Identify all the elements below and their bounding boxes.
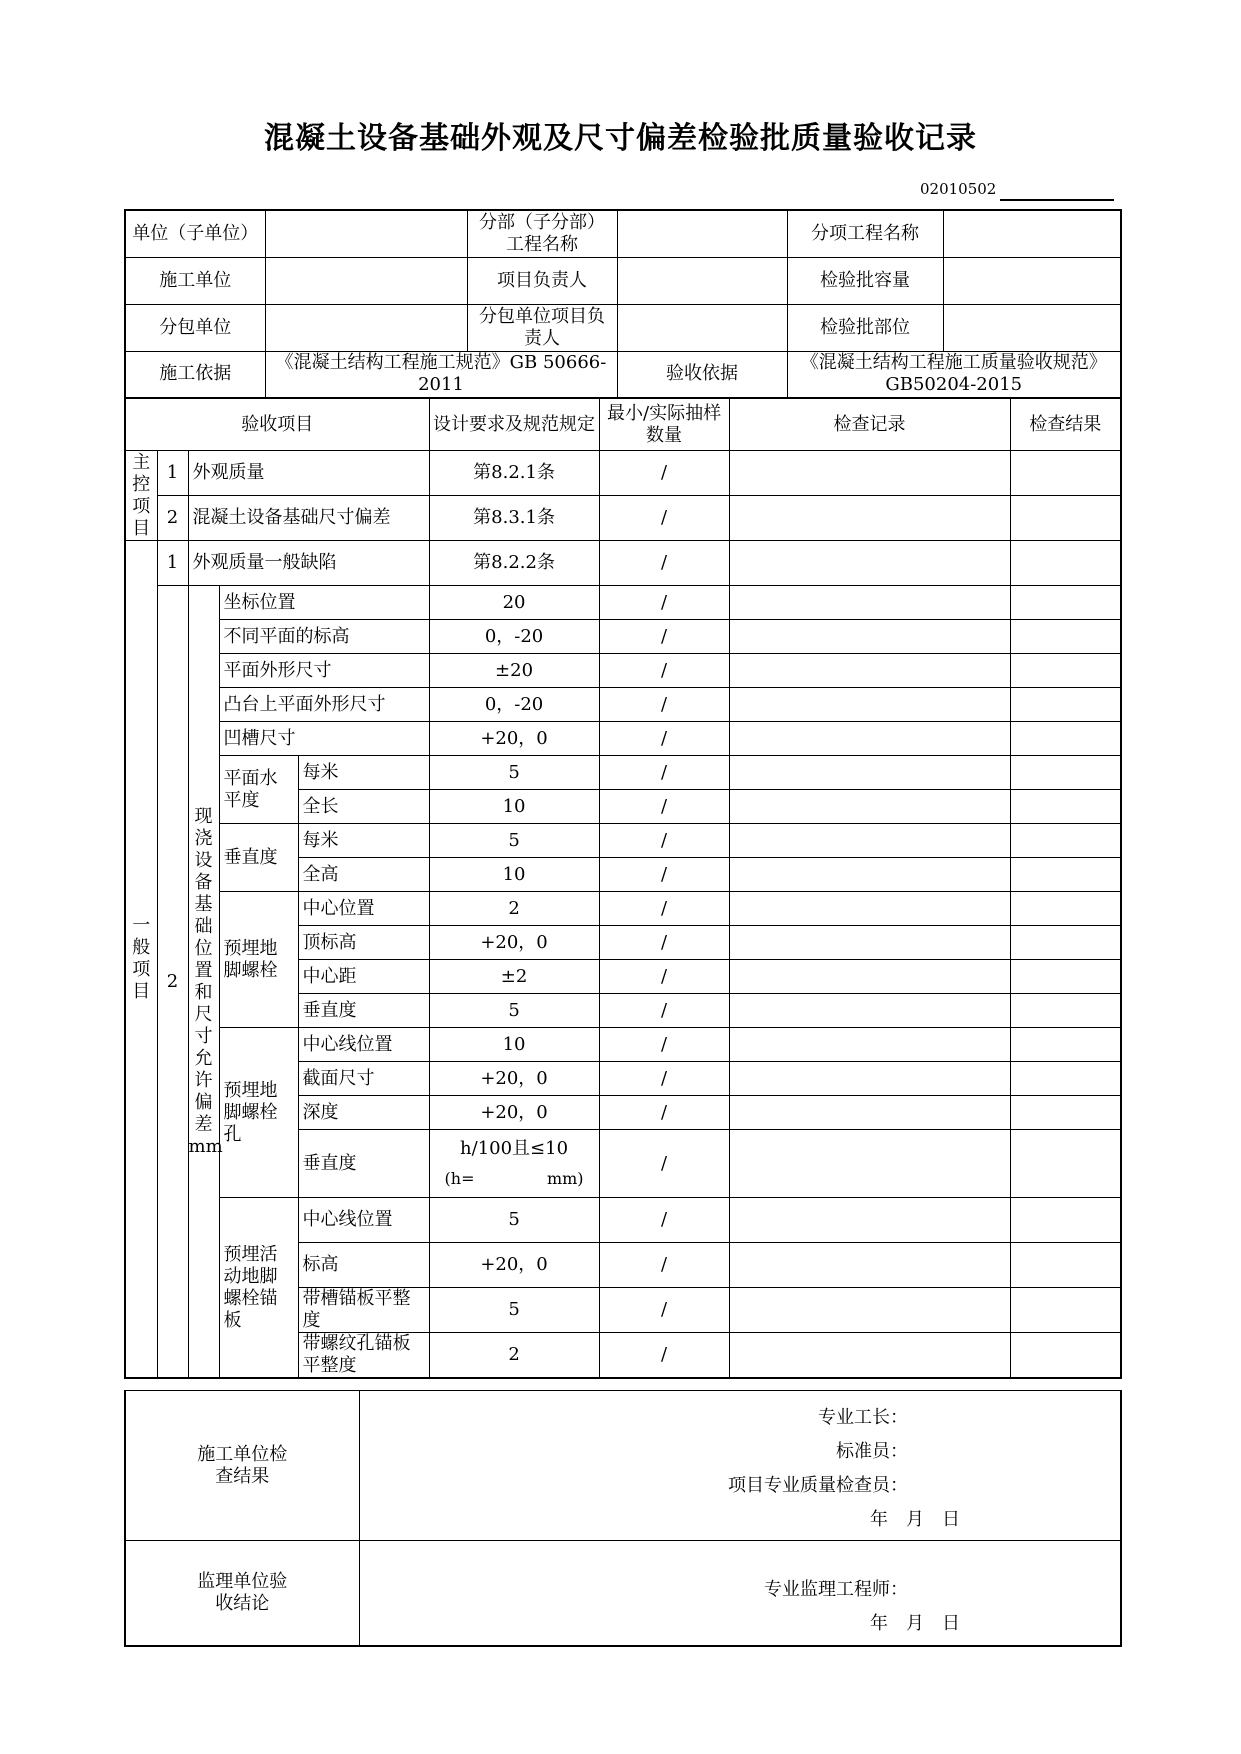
standard-label: 标准员： (836, 1441, 908, 1462)
division-label: 分部（子分部）工程名称 (467, 210, 617, 257)
row-record[interactable] (729, 1333, 1010, 1379)
constructor-value[interactable] (265, 257, 467, 304)
row-result[interactable] (1010, 1096, 1121, 1130)
row-record[interactable] (729, 994, 1010, 1028)
row-name: 顶标高 (298, 926, 429, 960)
row-result[interactable] (1010, 688, 1121, 722)
row-name: 垂直度 (298, 1130, 429, 1198)
date-label: 年 月 日 (870, 1613, 960, 1634)
row-spec: 0，-20 (429, 688, 599, 722)
row-result[interactable] (1010, 1130, 1121, 1198)
row-sample: / (599, 756, 729, 790)
row-name: 标高 (298, 1243, 429, 1288)
col-sample: 最小/实际抽样数量 (599, 399, 729, 451)
row-record[interactable] (729, 722, 1010, 756)
row-name: 中心位置 (298, 892, 429, 926)
row-sample: / (599, 586, 729, 620)
row-record[interactable] (729, 926, 1010, 960)
form-code: 02010502 (920, 180, 997, 198)
row-record[interactable] (729, 1243, 1010, 1288)
row-spec (429, 1130, 599, 1198)
row-result[interactable] (1010, 1288, 1121, 1333)
row-sample: / (599, 1198, 729, 1243)
row-sample: / (599, 654, 729, 688)
row-name: 凹槽尺寸 (219, 722, 429, 756)
general-label: 一般项目 (125, 541, 157, 1379)
row-sample: / (599, 926, 729, 960)
row-sample: / (599, 790, 729, 824)
row-spec: 10 (429, 790, 599, 824)
row-result[interactable] (1010, 994, 1121, 1028)
row-sample: / (599, 1243, 729, 1288)
row-name: 带螺纹孔锚板平整度 (298, 1333, 429, 1379)
row-result[interactable] (1010, 586, 1121, 620)
row-result[interactable] (1010, 960, 1121, 994)
row-spec: 5 (429, 1288, 599, 1333)
row-record[interactable] (729, 688, 1010, 722)
engineer-label: 专业监理工程师： (764, 1579, 908, 1600)
supervisor-area[interactable] (359, 1541, 1121, 1646)
row-sample: / (599, 1062, 729, 1096)
row-name: 截面尺寸 (298, 1062, 429, 1096)
row-name: 每米 (298, 824, 429, 858)
row-spec: 第8.2.1条 (429, 451, 599, 496)
row-name: 外观质量一般缺陷 (188, 541, 429, 586)
row-record[interactable] (729, 824, 1010, 858)
row-spec: 第8.2.2条 (429, 541, 599, 586)
col-record: 检查记录 (729, 399, 1010, 451)
row-sample: / (599, 1333, 729, 1379)
signature-table (124, 1390, 1122, 1647)
row-sample: / (599, 688, 729, 722)
row-record[interactable] (729, 858, 1010, 892)
row-result[interactable] (1010, 620, 1121, 654)
row-record[interactable] (729, 541, 1010, 586)
supervisor-label: 监理单位验收结论 (125, 1541, 359, 1646)
row-result[interactable] (1010, 926, 1121, 960)
inspector-label: 项目专业质量检查员： (728, 1475, 908, 1496)
row-name: 坐标位置 (219, 586, 429, 620)
row-record[interactable] (729, 620, 1010, 654)
row-sample: / (599, 451, 729, 496)
row-result[interactable] (1010, 496, 1121, 541)
subgroup-label: 预埋地脚螺栓 (219, 892, 298, 1028)
row-record[interactable] (729, 790, 1010, 824)
basis-label: 施工依据 (125, 351, 265, 398)
row-result[interactable] (1010, 1198, 1121, 1243)
row-name: 中心线位置 (298, 1028, 429, 1062)
row-record[interactable] (729, 451, 1010, 496)
row-spec: 0，-20 (429, 620, 599, 654)
row-record[interactable] (729, 654, 1010, 688)
col-result: 检查结果 (1010, 399, 1121, 451)
row-name: 混凝土设备基础尺寸偏差 (188, 496, 429, 541)
pm-label: 项目负责人 (467, 257, 617, 304)
foreman-label: 专业工长： (818, 1407, 908, 1428)
row-sample: / (599, 824, 729, 858)
unit-label: 单位（子单位） (125, 210, 265, 257)
subgroup-label: 预埋活动地脚螺栓锚板 (219, 1198, 298, 1379)
row-spec: 10 (429, 1028, 599, 1062)
row-sample: / (599, 892, 729, 926)
row-spec: 第8.3.1条 (429, 496, 599, 541)
basis-value: 《混凝土结构工程施工规范》GB 50666-2011 (265, 351, 617, 398)
row-name: 平面外形尺寸 (219, 654, 429, 688)
row-spec: +20，0 (429, 1062, 599, 1096)
row-record[interactable] (729, 1062, 1010, 1096)
row-name: 垂直度 (298, 994, 429, 1028)
subcontractor-label: 分包单位 (125, 304, 265, 351)
row-spec: 5 (429, 1198, 599, 1243)
row-result[interactable] (1010, 790, 1121, 824)
row-sample: / (599, 541, 729, 586)
sub-pm-value[interactable] (617, 304, 787, 351)
constructor-label: 施工单位 (125, 257, 265, 304)
row-sample: / (599, 960, 729, 994)
subitem-value[interactable] (943, 210, 1121, 257)
subgroup-label: 预埋地脚螺栓孔 (219, 1028, 298, 1198)
row-sample: / (599, 1288, 729, 1333)
row-name: 不同平面的标高 (219, 620, 429, 654)
row-sample: / (599, 994, 729, 1028)
row-record[interactable] (729, 586, 1010, 620)
row-spec: ±2 (429, 960, 599, 994)
row-name: 全长 (298, 790, 429, 824)
row-spec: 2 (429, 892, 599, 926)
spec-h-unit: mm) (546, 1168, 584, 1188)
row-sample: / (599, 1028, 729, 1062)
row-spec: +20，0 (429, 1096, 599, 1130)
acceptance-label: 验收依据 (617, 351, 787, 398)
row-record[interactable] (729, 1130, 1010, 1198)
row-no: 1 (157, 541, 188, 586)
row-no: 2 (157, 496, 188, 541)
subgroup-label: 垂直度 (219, 824, 298, 892)
row-spec: 20 (429, 586, 599, 620)
row-no: 1 (157, 451, 188, 496)
row-spec: +20，0 (429, 722, 599, 756)
row-name: 中心距 (298, 960, 429, 994)
spec-line-2 (433, 1164, 596, 1194)
subgroup-label: 平面水平度 (219, 756, 298, 824)
row-record[interactable] (729, 1288, 1010, 1333)
row-spec: 5 (429, 994, 599, 1028)
inspection-table (124, 398, 1122, 1379)
date-label: 年 月 日 (870, 1509, 960, 1530)
row-sample: / (599, 858, 729, 892)
row-record[interactable] (729, 960, 1010, 994)
col-design: 设计要求及规范规定 (429, 399, 599, 451)
row-record[interactable] (729, 892, 1010, 926)
row-name: 全高 (298, 858, 429, 892)
row-record[interactable] (729, 756, 1010, 790)
row-result[interactable] (1010, 756, 1121, 790)
subcontractor-value[interactable] (265, 304, 467, 351)
row-spec: ±20 (429, 654, 599, 688)
row-result[interactable] (1010, 451, 1121, 496)
capacity-label: 检验批容量 (787, 257, 943, 304)
row-record[interactable] (729, 1096, 1010, 1130)
row-result[interactable] (1010, 892, 1121, 926)
unit-value[interactable] (265, 210, 467, 257)
row-result[interactable] (1010, 541, 1121, 586)
row-name: 外观质量 (188, 451, 429, 496)
division-value[interactable] (617, 210, 787, 257)
row-name: 深度 (298, 1096, 429, 1130)
row-record[interactable] (729, 1198, 1010, 1243)
location-value[interactable] (943, 304, 1121, 351)
row-result[interactable] (1010, 824, 1121, 858)
row-result[interactable] (1010, 858, 1121, 892)
row-sample: / (599, 1130, 729, 1198)
pm-value[interactable] (617, 257, 787, 304)
row-result[interactable] (1010, 1333, 1121, 1379)
col-item: 验收项目 (125, 399, 429, 451)
row-spec: 5 (429, 756, 599, 790)
row-name: 每米 (298, 756, 429, 790)
row-result[interactable] (1010, 1062, 1121, 1096)
main-control-label: 主控项目 (125, 451, 157, 541)
row-sample: / (599, 496, 729, 541)
group-label: 现浇设备基础位置和尺寸允许偏差mm (188, 586, 219, 1379)
constructor-check-label: 施工单位检查结果 (125, 1391, 359, 1541)
row-spec: +20，0 (429, 1243, 599, 1288)
spec-h-open: (h= (444, 1168, 475, 1188)
row-spec: 10 (429, 858, 599, 892)
row-result[interactable] (1010, 654, 1121, 688)
row-result[interactable] (1010, 722, 1121, 756)
row-spec: 5 (429, 824, 599, 858)
row-result[interactable] (1010, 1028, 1121, 1062)
capacity-value[interactable] (943, 257, 1121, 304)
row-sample: / (599, 1096, 729, 1130)
row-record[interactable] (729, 1028, 1010, 1062)
row-name: 凸台上平面外形尺寸 (219, 688, 429, 722)
row-name: 带槽锚板平整度 (298, 1288, 429, 1333)
acceptance-value: 《混凝土结构工程施工质量验收规范》GB50204-2015 (787, 351, 1121, 398)
header-table (124, 209, 1122, 399)
row-name: 中心线位置 (298, 1198, 429, 1243)
row-result[interactable] (1010, 1243, 1121, 1288)
subitem-label: 分项工程名称 (787, 210, 943, 257)
sub-pm-label: 分包单位项目负责人 (467, 304, 617, 351)
row-spec: +20，0 (429, 926, 599, 960)
code-underline (1000, 199, 1114, 201)
row-spec: 2 (429, 1333, 599, 1379)
location-label: 检验批部位 (787, 304, 943, 351)
page-title: 混凝土设备基础外观及尺寸偏差检验批质量验收记录 (264, 121, 977, 156)
constructor-check-area[interactable] (359, 1391, 1121, 1541)
spec-line-1: h/100且≤10 (460, 1137, 569, 1159)
row-sample: / (599, 722, 729, 756)
row-sample: / (599, 620, 729, 654)
row-no: 2 (157, 586, 188, 1379)
row-record[interactable] (729, 496, 1010, 541)
